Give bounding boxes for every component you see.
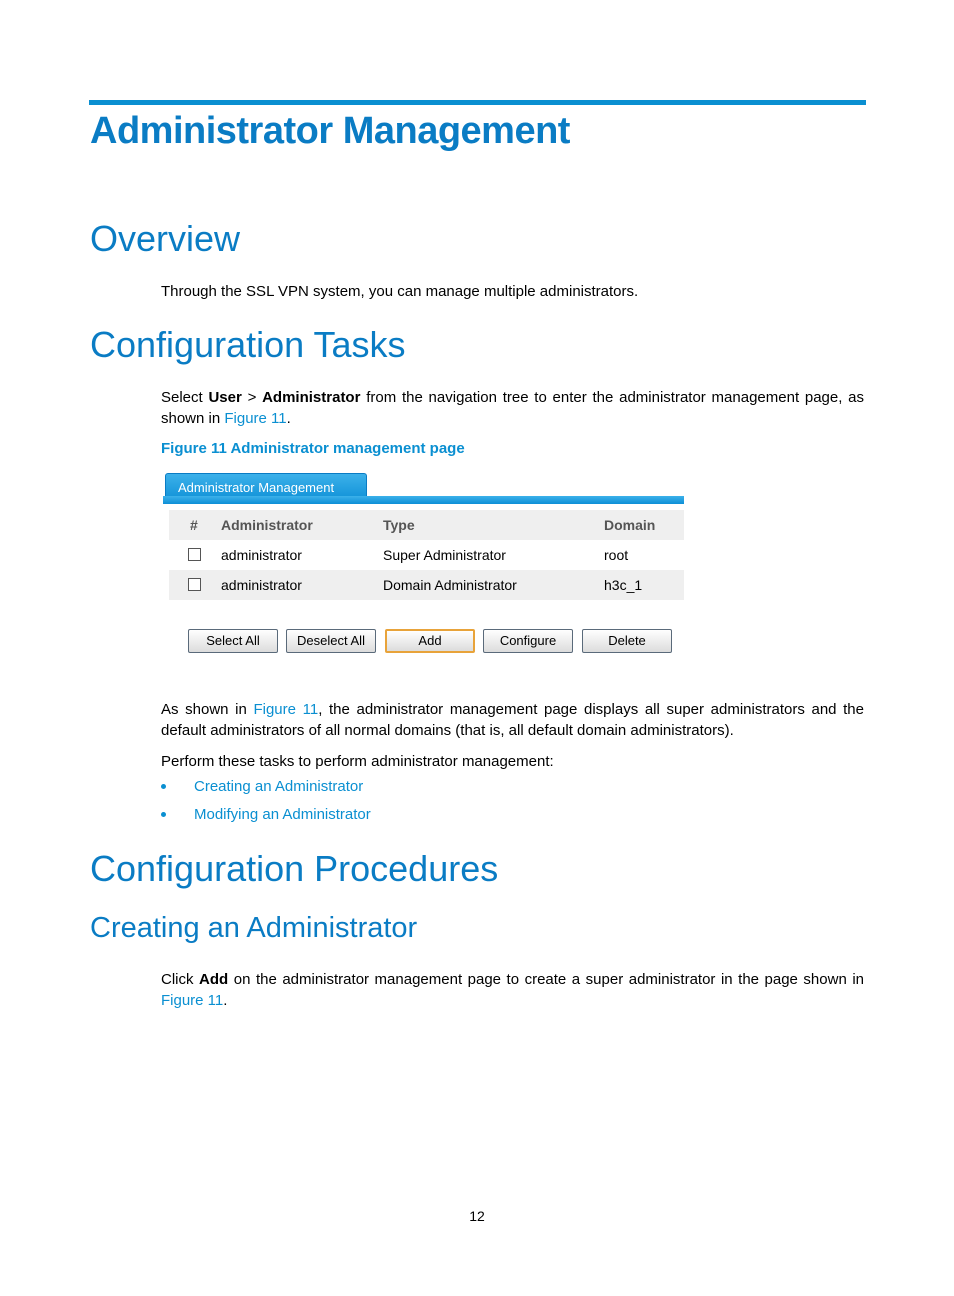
table-row bbox=[169, 540, 684, 570]
config-procedures-heading: Configuration Procedures bbox=[90, 848, 499, 889]
table-row bbox=[169, 570, 684, 600]
config-tasks-heading: Configuration Tasks bbox=[90, 324, 406, 365]
admin-table bbox=[169, 510, 684, 600]
figure-caption: Figure 11 Administrator management page bbox=[161, 440, 465, 457]
task-link-creating[interactable]: Creating an Administrator bbox=[194, 778, 364, 795]
tasks-intro: Perform these tasks to perform administrator management: bbox=[161, 753, 554, 770]
config-tasks-paragraph: Select User > Administrator from the navigation tree to enter the administrator management page, as shown in Figure 11. bbox=[161, 389, 865, 427]
figure-link[interactable]: Figure 11 bbox=[161, 992, 224, 1009]
cell-administrator: administrator bbox=[221, 577, 302, 593]
bullet-icon bbox=[161, 784, 166, 789]
select-all-button[interactable]: Select All bbox=[188, 629, 278, 653]
figure-link[interactable]: Figure 11 bbox=[253, 701, 319, 718]
cell-domain: h3c_1 bbox=[604, 577, 643, 593]
table-header bbox=[169, 510, 684, 540]
configure-button[interactable]: Configure bbox=[483, 629, 573, 653]
list-item bbox=[161, 806, 371, 823]
cell-type: Domain Administrator bbox=[383, 577, 517, 593]
tab-underline bbox=[163, 496, 684, 504]
creating-admin-paragraph: Click Add on the administrator management page to create a super administrator in the page shown in Figure 11. bbox=[161, 971, 864, 1009]
task-link-modifying[interactable]: Modifying an Administrator bbox=[194, 806, 371, 823]
col-number: # bbox=[190, 517, 198, 533]
page-number: 12 bbox=[469, 1208, 485, 1224]
delete-button[interactable]: Delete bbox=[582, 629, 672, 653]
deselect-all-button[interactable]: Deselect All bbox=[286, 629, 376, 653]
cell-type: Super Administrator bbox=[383, 547, 506, 563]
col-domain: Domain bbox=[604, 517, 656, 533]
page-title: Administrator Management bbox=[90, 110, 570, 152]
creating-admin-heading: Creating an Administrator bbox=[90, 912, 418, 944]
tab-administrator-management[interactable]: Administrator Management bbox=[165, 473, 367, 502]
add-button[interactable]: Add bbox=[385, 629, 475, 653]
title-rule bbox=[89, 100, 866, 105]
figure-link[interactable]: Figure 11 bbox=[224, 410, 287, 427]
figure-description: As shown in Figure 11, the administrator management page displays all super administrators and the default administrators of all normal domains (that is, all default domain administrators). bbox=[161, 701, 864, 739]
cell-domain: root bbox=[604, 547, 629, 563]
col-administrator: Administrator bbox=[221, 517, 313, 533]
overview-text: Through the SSL VPN system, you can manage multiple administrators. bbox=[161, 283, 639, 300]
row-checkbox[interactable] bbox=[188, 548, 201, 561]
row-checkbox[interactable] bbox=[188, 578, 201, 591]
list-item bbox=[161, 778, 363, 795]
bullet-icon bbox=[161, 812, 166, 817]
col-type: Type bbox=[383, 517, 415, 533]
cell-administrator: administrator bbox=[221, 547, 302, 563]
overview-heading: Overview bbox=[90, 218, 241, 259]
